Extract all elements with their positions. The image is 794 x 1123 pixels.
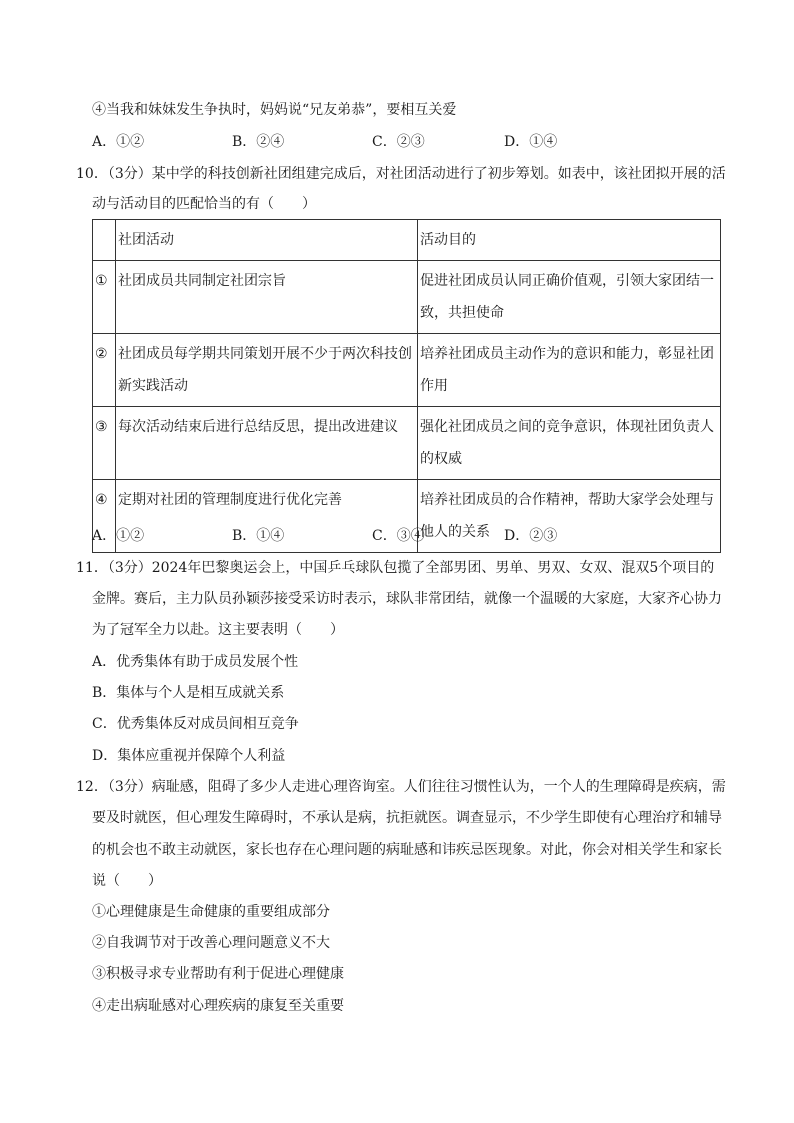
q12-item-3: ③积极寻求专业帮助有利于促进心理健康 [92,966,344,982]
table-header-row [93,220,721,261]
table-row [93,407,721,480]
q9-option-d: D．①④ [504,134,558,150]
q11-option-a: A．优秀集体有助于成员发展个性 [92,654,299,670]
q9-option-b: B．②④ [232,134,285,150]
row-activity: 社团成员共同制定社团宗旨 [116,261,418,334]
row-number: ③ [93,407,116,480]
q10-option-c: C．③④ [372,528,425,544]
row-purpose: 促进社团成员认同正确价值观，引领大家团结一致，共担使命 [418,261,721,334]
q12-item-2: ②自我调节对于改善心理问题意义不大 [92,935,330,951]
q11-stem-line-3: 为了冠军全力以赴。这主要表明（ ） [92,622,344,638]
q12-item-1: ①心理健康是生命健康的重要组成部分 [92,904,330,920]
q9-option-c: C．②③ [372,134,425,150]
q9-item-4: ④当我和妹妹发生争执时，妈妈说“兄友弟恭”，要相互关爱 [92,102,457,118]
q12-stem-line-3: 的机会也不敢主动就医，家长也存在心理问题的病耻感和讳疾忌医现象。对此，你会对相关学生和家长 [92,842,722,858]
row-activity: 定期对社团的管理制度进行优化完善 [116,480,418,553]
q12-stem-line-4: 说（ ） [92,873,162,889]
q12-stem-line-2: 要及时就医，但心理发生障碍时，不承认是病，抗拒就医。调查显示，不少学生即使有心理治疗和辅导 [92,810,722,826]
q12-stem-line-1: 12．（3分）病耻感，阻碍了多少人走进心理咨询室。人们往往习惯性认为，一个人的生理障碍是疾病，需 [76,779,726,795]
table-header-purpose: 活动目的 [418,220,721,261]
q10-option-a: A．①② [92,528,145,544]
row-number: ② [93,334,116,407]
q9-options [92,132,557,152]
q10-option-b: B．①④ [232,528,285,544]
table-header-activity: 社团活动 [116,220,418,261]
row-purpose: 强化社团成员之间的竞争意识，体现社团负责人的权威 [418,407,721,480]
q10-option-d: D．②③ [504,528,558,544]
table-row [93,261,721,334]
row-number: ④ [93,480,116,553]
row-number: ① [93,261,116,334]
q11-option-c: C．优秀集体反对成员间相互竞争 [92,716,299,732]
row-activity: 每次活动结束后进行总结反思，提出改进建议 [116,407,418,480]
q11-option-d: D．集体应重视并保障个人利益 [92,748,286,764]
row-activity: 社团成员每学期共同策划开展不少于两次科技创新实践活动 [116,334,418,407]
q11-option-b: B．集体与个人是相互成就关系 [92,685,285,701]
q10-table [92,219,721,553]
row-purpose: 培养社团成员主动作为的意识和能力，彰显社团作用 [418,334,721,407]
q10-stem-line-1: 10．（3分）某中学的科技创新社团组建完成后，对社团活动进行了初步筹划。如表中，该社团拟开展的活 [76,166,726,182]
table-header-num [93,220,116,261]
q10-stem-line-2: 动与活动目的匹配恰当的有（ ） [92,196,316,212]
q10-options [92,526,557,546]
q12-item-4: ④走出病耻感对心理疾病的康复至关重要 [92,998,344,1014]
table-row [93,334,721,407]
row-purpose: 培养社团成员的合作精神，帮助大家学会处理与他人的关系 [418,480,721,553]
q11-stem-line-1: 11．（3分）2024年巴黎奥运会上，中国乒乓球队包揽了全部男团、男单、男双、女双、混双5个项目的 [76,560,715,576]
q9-option-a: A．①② [92,134,145,150]
q11-stem-line-2: 金牌。赛后，主力队员孙颖莎接受采访时表示，球队非常团结，就像一个温暖的大家庭，大家齐心协力 [92,591,722,607]
